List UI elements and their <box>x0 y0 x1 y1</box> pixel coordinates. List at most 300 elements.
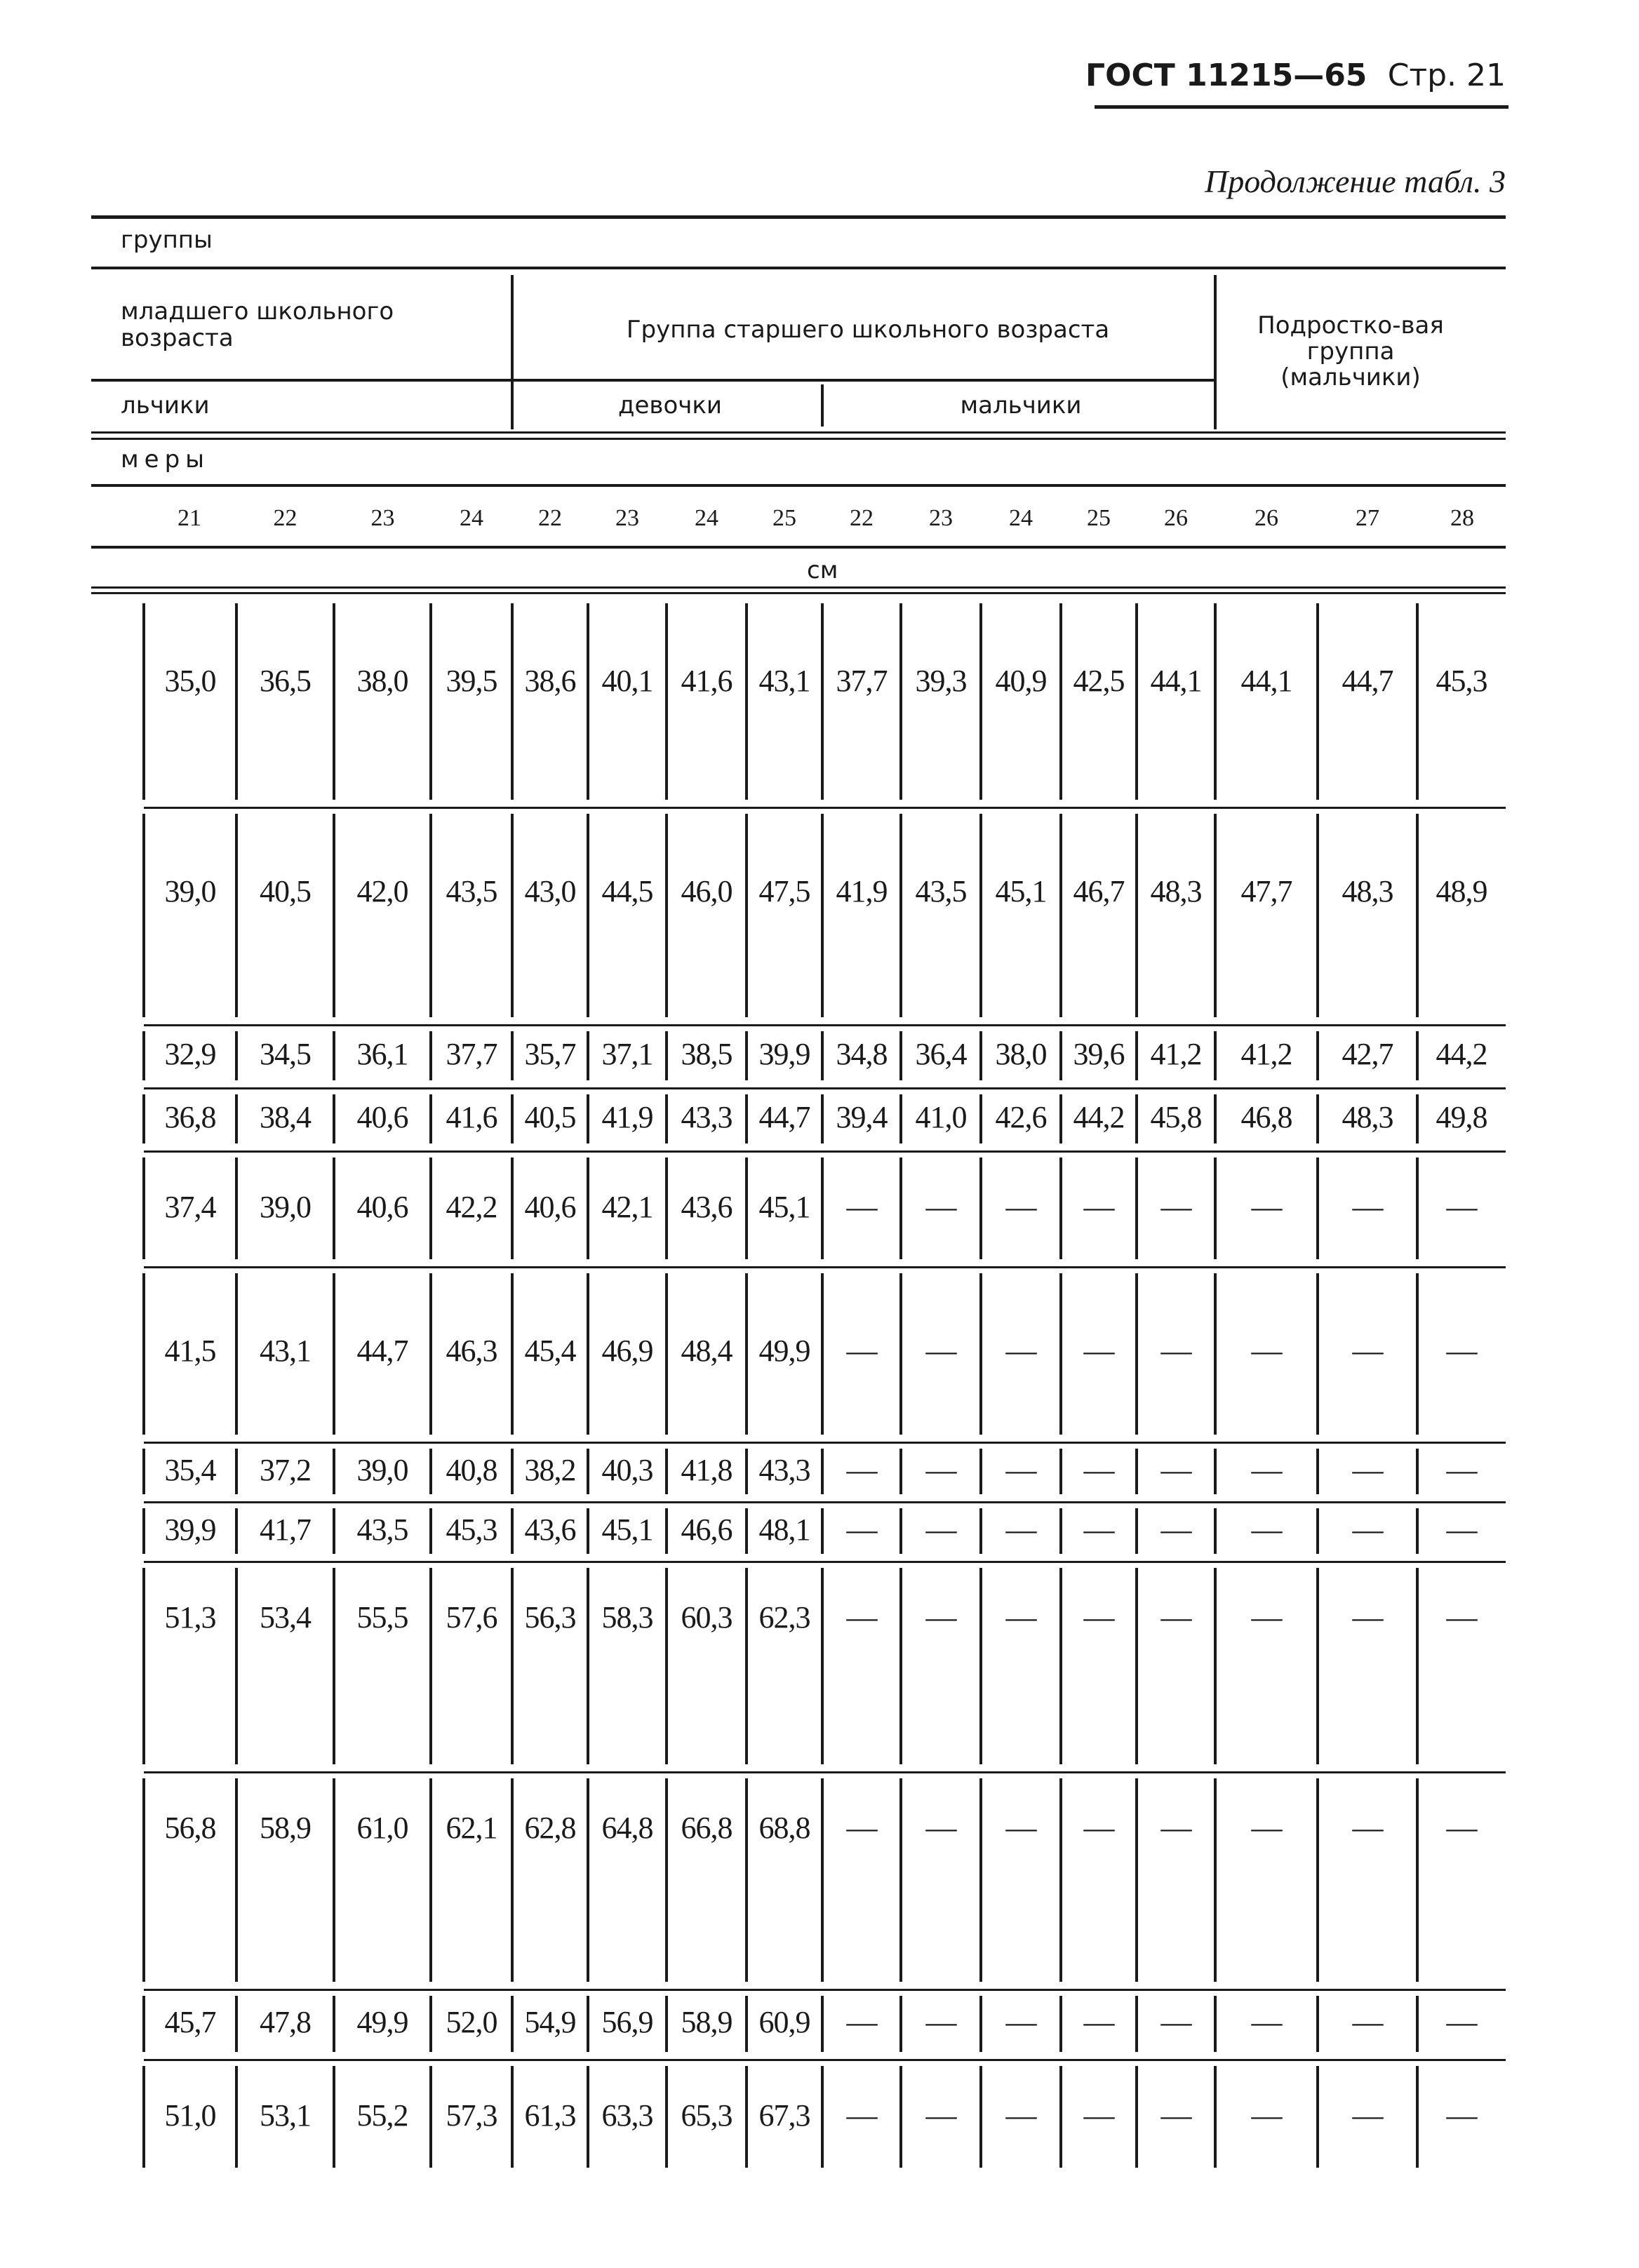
table-cell: — <box>1251 1452 1282 1487</box>
table-cell: 44,7 <box>758 1100 810 1134</box>
column-separator <box>1214 814 1217 1017</box>
junior-age-label: младшего школьного возраста <box>121 297 394 352</box>
table-cell: — <box>925 2098 956 2133</box>
column-separator <box>899 1778 902 1982</box>
table-cell: — <box>1352 1600 1383 1635</box>
table-cell: 52,0 <box>446 2005 497 2039</box>
table-cell: — <box>1352 1189 1383 1224</box>
table-cell: — <box>1160 1600 1191 1635</box>
table-cell: 56,9 <box>601 2005 653 2039</box>
table-cell: 48,3 <box>1150 874 1202 908</box>
table-cell: — <box>1251 2005 1282 2039</box>
table-cell: 66,8 <box>681 1811 732 1845</box>
table-cell: — <box>1251 1811 1282 1845</box>
column-separator <box>1316 1778 1319 1982</box>
column-separator <box>1135 603 1138 800</box>
table-cell: — <box>925 1811 956 1845</box>
table-cell: 60,3 <box>681 1600 732 1635</box>
table-cell: 43,3 <box>758 1452 810 1487</box>
column-separator <box>1416 603 1419 800</box>
table-cell: 37,1 <box>601 1037 653 1071</box>
table-cell: 43,5 <box>356 1512 408 1547</box>
sizes-rule-b <box>91 438 1506 440</box>
column-separator <box>899 1568 902 1764</box>
table-cell: 48,4 <box>681 1334 732 1368</box>
table-cell: 37,7 <box>446 1037 497 1071</box>
table-cell: — <box>1352 2098 1383 2133</box>
table-cell: — <box>1083 1512 1114 1547</box>
table-cell: — <box>1251 1512 1282 1547</box>
column-number: 26 <box>1255 505 1278 531</box>
table-cell: — <box>1446 1600 1477 1635</box>
column-separator <box>821 1568 824 1764</box>
column-number: 24 <box>460 505 483 531</box>
table-cell: — <box>1083 1600 1114 1635</box>
column-separator <box>1416 814 1419 1017</box>
table-cell: — <box>1251 1600 1282 1635</box>
table-cell: — <box>1251 2098 1282 2133</box>
teen-group-label: Подростко-вая группа (мальчики) <box>1257 311 1444 391</box>
table-cell: 39,4 <box>836 1100 888 1134</box>
column-separator <box>1214 1568 1217 1764</box>
row-separator <box>144 1087 1506 1089</box>
header-underline <box>1095 105 1508 109</box>
table-cell: 34,5 <box>260 1037 311 1071</box>
column-separator <box>1316 1568 1319 1764</box>
row-separator <box>144 1024 1506 1026</box>
column-separator <box>1416 1778 1419 1982</box>
column-numbers-top-rule <box>91 484 1506 487</box>
subgroup-rule <box>91 379 1214 382</box>
table-cell: 38,4 <box>260 1100 311 1134</box>
table-cell: 40,8 <box>446 1452 497 1487</box>
table-cell: 39,0 <box>260 1189 311 1224</box>
senior-age-label: Группа старшего школьного возраста <box>626 316 1110 344</box>
column-separator <box>142 814 145 1017</box>
table-cell: 43,5 <box>446 874 497 908</box>
table-cell: 39,9 <box>758 1037 810 1071</box>
table-cell: 58,3 <box>601 1600 653 1635</box>
column-separator <box>821 603 824 800</box>
table-cell: 65,3 <box>681 2098 732 2133</box>
table-cell: — <box>846 1512 877 1547</box>
table-cell: 41,6 <box>681 664 732 698</box>
table-cell: — <box>1446 1189 1477 1224</box>
column-separator <box>235 814 238 1017</box>
table-cell: 46,0 <box>681 874 732 908</box>
column-separator <box>1316 603 1319 800</box>
table-cell: 46,9 <box>601 1334 653 1368</box>
table-cell: — <box>1083 2098 1114 2133</box>
table-cell: 51,0 <box>164 2098 216 2133</box>
table-cell: 42,6 <box>995 1100 1047 1134</box>
table-cell: 47,5 <box>758 874 810 908</box>
table-cell: 36,8 <box>164 1100 216 1134</box>
header-divider-2 <box>1214 275 1217 429</box>
table-cell: 63,3 <box>601 2098 653 2133</box>
table-cell: 44,7 <box>356 1334 408 1368</box>
table-cell: — <box>925 2005 956 2039</box>
table-cell: 61,3 <box>524 2098 576 2133</box>
table-cell: 38,0 <box>995 1037 1047 1071</box>
table-cell: 56,3 <box>524 1600 576 1635</box>
column-separator <box>821 1778 824 1982</box>
table-cell: — <box>1160 1452 1191 1487</box>
table-cell: 44,2 <box>1073 1100 1125 1134</box>
column-number: 26 <box>1164 505 1188 531</box>
table-top-rule <box>91 215 1506 219</box>
table-cell: 45,1 <box>758 1189 810 1224</box>
table-cell: 41,0 <box>915 1100 967 1134</box>
table-cell: — <box>1005 1334 1036 1368</box>
standard-number: ГОСТ 11215—65 <box>1085 58 1367 93</box>
table-cell: — <box>846 1811 877 1845</box>
table-cell: 49,8 <box>1436 1100 1487 1134</box>
table-cell: 49,9 <box>356 2005 408 2039</box>
column-separator <box>142 1778 145 1982</box>
sizes-label: меры <box>121 445 210 474</box>
column-number: 22 <box>538 505 562 531</box>
table-cell: — <box>1083 1452 1114 1487</box>
table-cell: 48,3 <box>1342 1100 1393 1134</box>
body-top-rule-a <box>91 586 1506 589</box>
column-separator <box>235 1568 238 1764</box>
table-cell: 44,1 <box>1150 664 1202 698</box>
table-cell: — <box>846 1600 877 1635</box>
table-cell: — <box>1446 2005 1477 2039</box>
table-cell: 58,9 <box>260 1811 311 1845</box>
table-cell: 40,6 <box>524 1189 576 1224</box>
row-separator <box>144 1266 1506 1268</box>
table-cell: — <box>1446 2098 1477 2133</box>
row-separator <box>144 2059 1506 2061</box>
column-number: 22 <box>273 505 297 531</box>
table-cell: 35,0 <box>164 664 216 698</box>
table-cell: 44,7 <box>1342 664 1393 698</box>
table-cell: 41,2 <box>1150 1037 1202 1071</box>
table-cell: — <box>846 2005 877 2039</box>
column-separator <box>899 603 902 800</box>
groups-rule <box>91 267 1506 269</box>
table-cell: 57,3 <box>446 2098 497 2133</box>
column-separator <box>1316 814 1319 1017</box>
table-cell: — <box>1083 2005 1114 2039</box>
row-separator <box>144 1150 1506 1153</box>
header-divider-1 <box>511 275 514 429</box>
table-cell: 39,0 <box>356 1452 408 1487</box>
senior-girls-label: девочки <box>618 391 722 420</box>
table-cell: 42,1 <box>601 1189 653 1224</box>
row-separator <box>144 1771 1506 1773</box>
column-separator <box>333 1778 335 1982</box>
column-separator <box>142 603 145 800</box>
table-caption: Продолжение табл. 3 <box>1205 163 1506 199</box>
table-cell: — <box>1005 2098 1036 2133</box>
table-cell: 58,9 <box>681 2005 732 2039</box>
table-cell: — <box>846 1189 877 1224</box>
table-cell: 37,4 <box>164 1189 216 1224</box>
row-separator <box>144 1501 1506 1503</box>
page-header <box>1085 58 1506 93</box>
column-separator <box>979 1568 982 1764</box>
table-cell: — <box>1446 1811 1477 1845</box>
table-cell: 36,4 <box>915 1037 967 1071</box>
table-cell: — <box>925 1452 956 1487</box>
table-cell: 45,3 <box>446 1512 497 1547</box>
table-cell: 46,8 <box>1240 1100 1292 1134</box>
table-cell: 57,6 <box>446 1600 497 1635</box>
table-cell: — <box>1446 1452 1477 1487</box>
column-separator <box>665 814 668 1017</box>
column-separator <box>821 814 824 1017</box>
table-cell: 41,8 <box>681 1452 732 1487</box>
column-separator <box>745 1568 748 1764</box>
column-separator <box>429 603 432 800</box>
table-cell: 42,5 <box>1073 664 1125 698</box>
table-cell: 37,7 <box>836 664 888 698</box>
table-cell: 43,3 <box>681 1100 732 1134</box>
table-cell: 44,2 <box>1436 1037 1487 1071</box>
row-separator <box>144 1561 1506 1563</box>
column-separator <box>899 814 902 1017</box>
column-separator <box>745 814 748 1017</box>
table-cell: — <box>925 1334 956 1368</box>
table-cell: — <box>1083 1189 1114 1224</box>
table-cell: — <box>1083 1811 1114 1845</box>
table-cell: 62,1 <box>446 1811 497 1845</box>
table-cell: 40,5 <box>260 874 311 908</box>
table-cell: — <box>1160 1512 1191 1547</box>
table-cell: 36,1 <box>356 1037 408 1071</box>
table-cell: — <box>1160 2098 1191 2133</box>
table-cell: 43,0 <box>524 874 576 908</box>
sizes-rule-a <box>91 431 1506 434</box>
column-number: 22 <box>850 505 874 531</box>
table-cell: — <box>1446 1334 1477 1368</box>
column-separator <box>1059 1778 1062 1982</box>
table-cell: 46,3 <box>446 1334 497 1368</box>
table-cell: 34,8 <box>836 1037 888 1071</box>
table-cell: 39,5 <box>446 664 497 698</box>
girls-boys-divider <box>821 384 824 427</box>
column-separator <box>665 1568 668 1764</box>
column-separator <box>979 1778 982 1982</box>
table-cell: 41,5 <box>164 1334 216 1368</box>
row-separator <box>144 1442 1506 1444</box>
table-cell: — <box>1446 1512 1477 1547</box>
table-cell: 62,3 <box>758 1600 810 1635</box>
senior-boys-label: мальчики <box>960 391 1082 420</box>
column-separator <box>511 1568 514 1764</box>
column-separator <box>587 603 589 800</box>
table-cell: 44,5 <box>601 874 653 908</box>
column-separator <box>333 603 335 800</box>
table-cell: — <box>1251 1189 1282 1224</box>
table-cell: — <box>1352 1334 1383 1368</box>
table-cell: — <box>846 1334 877 1368</box>
column-number: 28 <box>1450 505 1474 531</box>
table-cell: 39,6 <box>1073 1037 1125 1071</box>
table-cell: 40,3 <box>601 1452 653 1487</box>
table-cell: — <box>1352 1452 1383 1487</box>
table-cell: 51,3 <box>164 1600 216 1635</box>
table-cell: 35,4 <box>164 1452 216 1487</box>
table-cell: 43,1 <box>758 664 810 698</box>
table-cell: 60,9 <box>758 2005 810 2039</box>
column-separator <box>429 814 432 1017</box>
table-cell: 41,9 <box>601 1100 653 1134</box>
column-separator <box>587 1778 589 1982</box>
table-cell: 48,9 <box>1436 874 1487 908</box>
table-cell: — <box>1160 1189 1191 1224</box>
table-cell: 68,8 <box>758 1811 810 1845</box>
table-cell: 39,0 <box>164 874 216 908</box>
table-cell: 62,8 <box>524 1811 576 1845</box>
table-cell: 53,4 <box>260 1600 311 1635</box>
body-top-rule-b <box>91 592 1506 594</box>
table-cell: — <box>1005 1600 1036 1635</box>
table-cell: 55,5 <box>356 1600 408 1635</box>
table-cell: — <box>1005 1189 1036 1224</box>
table-cell: 40,9 <box>995 664 1047 698</box>
column-separator <box>429 1778 432 1982</box>
table-cell: 43,6 <box>681 1189 732 1224</box>
table-cell: 41,7 <box>260 1512 311 1547</box>
table-cell: 42,7 <box>1342 1037 1393 1071</box>
groups-label: группы <box>121 226 213 254</box>
column-separator <box>429 1568 432 1764</box>
column-separator <box>587 1568 589 1764</box>
table-cell: 39,3 <box>915 664 967 698</box>
page-number: Стр. 21 <box>1387 58 1506 93</box>
table-cell: 45,8 <box>1150 1100 1202 1134</box>
column-separator <box>235 1778 238 1982</box>
column-separator <box>745 1778 748 1982</box>
column-separator <box>1059 603 1062 800</box>
table-cell: 54,9 <box>524 2005 576 2039</box>
column-number: 27 <box>1356 505 1379 531</box>
table-cell: — <box>1005 2005 1036 2039</box>
column-separator <box>1214 1778 1217 1982</box>
table-cell: 43,6 <box>524 1512 576 1547</box>
column-separator <box>511 814 514 1017</box>
column-separator <box>1214 603 1217 800</box>
junior-sub-label: льчики <box>121 391 210 420</box>
table-cell: — <box>925 1600 956 1635</box>
table-cell: 40,6 <box>356 1100 408 1134</box>
table-cell: — <box>925 1189 956 1224</box>
table-cell: 41,9 <box>836 874 888 908</box>
column-separator <box>511 1778 514 1982</box>
table-cell: 39,9 <box>164 1512 216 1547</box>
column-number: 25 <box>772 505 796 531</box>
row-separator <box>144 1989 1506 1991</box>
column-separator <box>979 603 982 800</box>
table-cell: 32,9 <box>164 1037 216 1071</box>
table-cell: 44,1 <box>1240 664 1292 698</box>
table-cell: 41,2 <box>1240 1037 1292 1071</box>
column-separator <box>665 1778 668 1982</box>
table-cell: 38,5 <box>681 1037 732 1071</box>
column-separator <box>979 814 982 1017</box>
column-separator <box>587 814 589 1017</box>
table-cell: — <box>1160 2005 1191 2039</box>
table-cell: 45,4 <box>524 1334 576 1368</box>
table-cell: 56,8 <box>164 1811 216 1845</box>
table-cell: — <box>1352 1512 1383 1547</box>
table-cell: — <box>846 1452 877 1487</box>
table-cell: 35,7 <box>524 1037 576 1071</box>
table-cell: 43,5 <box>915 874 967 908</box>
table-cell: 38,6 <box>524 664 576 698</box>
column-number: 23 <box>929 505 953 531</box>
table-cell: — <box>925 1512 956 1547</box>
table-cell: — <box>1005 1811 1036 1845</box>
table-cell: — <box>1352 2005 1383 2039</box>
column-number: 24 <box>695 505 718 531</box>
table-cell: 46,6 <box>681 1512 732 1547</box>
table-cell: 64,8 <box>601 1811 653 1845</box>
table-cell: 67,3 <box>758 2098 810 2133</box>
column-separator <box>1135 814 1138 1017</box>
column-separator <box>1135 1778 1138 1982</box>
table-cell: — <box>1005 1512 1036 1547</box>
table-cell: — <box>1005 1452 1036 1487</box>
column-numbers-bottom-rule <box>91 546 1506 549</box>
table-cell: 42,2 <box>446 1189 497 1224</box>
column-separator <box>1059 814 1062 1017</box>
table-cell: — <box>1083 1334 1114 1368</box>
column-number: 23 <box>615 505 639 531</box>
table-cell: 45,7 <box>164 2005 216 2039</box>
table-cell: 37,2 <box>260 1452 311 1487</box>
column-separator <box>511 603 514 800</box>
table-cell: 47,8 <box>260 2005 311 2039</box>
table-cell: 42,0 <box>356 874 408 908</box>
table-cell: 61,0 <box>356 1811 408 1845</box>
column-number: 21 <box>178 505 201 531</box>
column-separator <box>1416 1568 1419 1764</box>
table-cell: 46,7 <box>1073 874 1125 908</box>
unit-label: см <box>807 556 838 584</box>
column-number: 24 <box>1009 505 1033 531</box>
table-cell: 36,5 <box>260 664 311 698</box>
table-cell: — <box>1352 1811 1383 1845</box>
table-cell: 38,0 <box>356 664 408 698</box>
table-cell: 45,1 <box>601 1512 653 1547</box>
table-cell: 48,1 <box>758 1512 810 1547</box>
table-cell: 45,3 <box>1436 664 1487 698</box>
table-cell: 41,6 <box>446 1100 497 1134</box>
table-cell: 38,2 <box>524 1452 576 1487</box>
table-cell: — <box>1160 1811 1191 1845</box>
table-cell: 45,1 <box>995 874 1047 908</box>
row-separator <box>144 807 1506 809</box>
column-separator <box>1059 1568 1062 1764</box>
column-separator <box>333 814 335 1017</box>
column-separator <box>665 603 668 800</box>
table-cell: 40,5 <box>524 1100 576 1134</box>
table-cell: 47,7 <box>1240 874 1292 908</box>
table-cell: — <box>1160 1334 1191 1368</box>
column-separator <box>745 603 748 800</box>
table-cell: 55,2 <box>356 2098 408 2133</box>
table-cell: 49,9 <box>758 1334 810 1368</box>
column-number: 23 <box>370 505 395 531</box>
column-separator <box>333 1568 335 1764</box>
table-cell: 43,1 <box>260 1334 311 1368</box>
table-cell: 40,6 <box>356 1189 408 1224</box>
